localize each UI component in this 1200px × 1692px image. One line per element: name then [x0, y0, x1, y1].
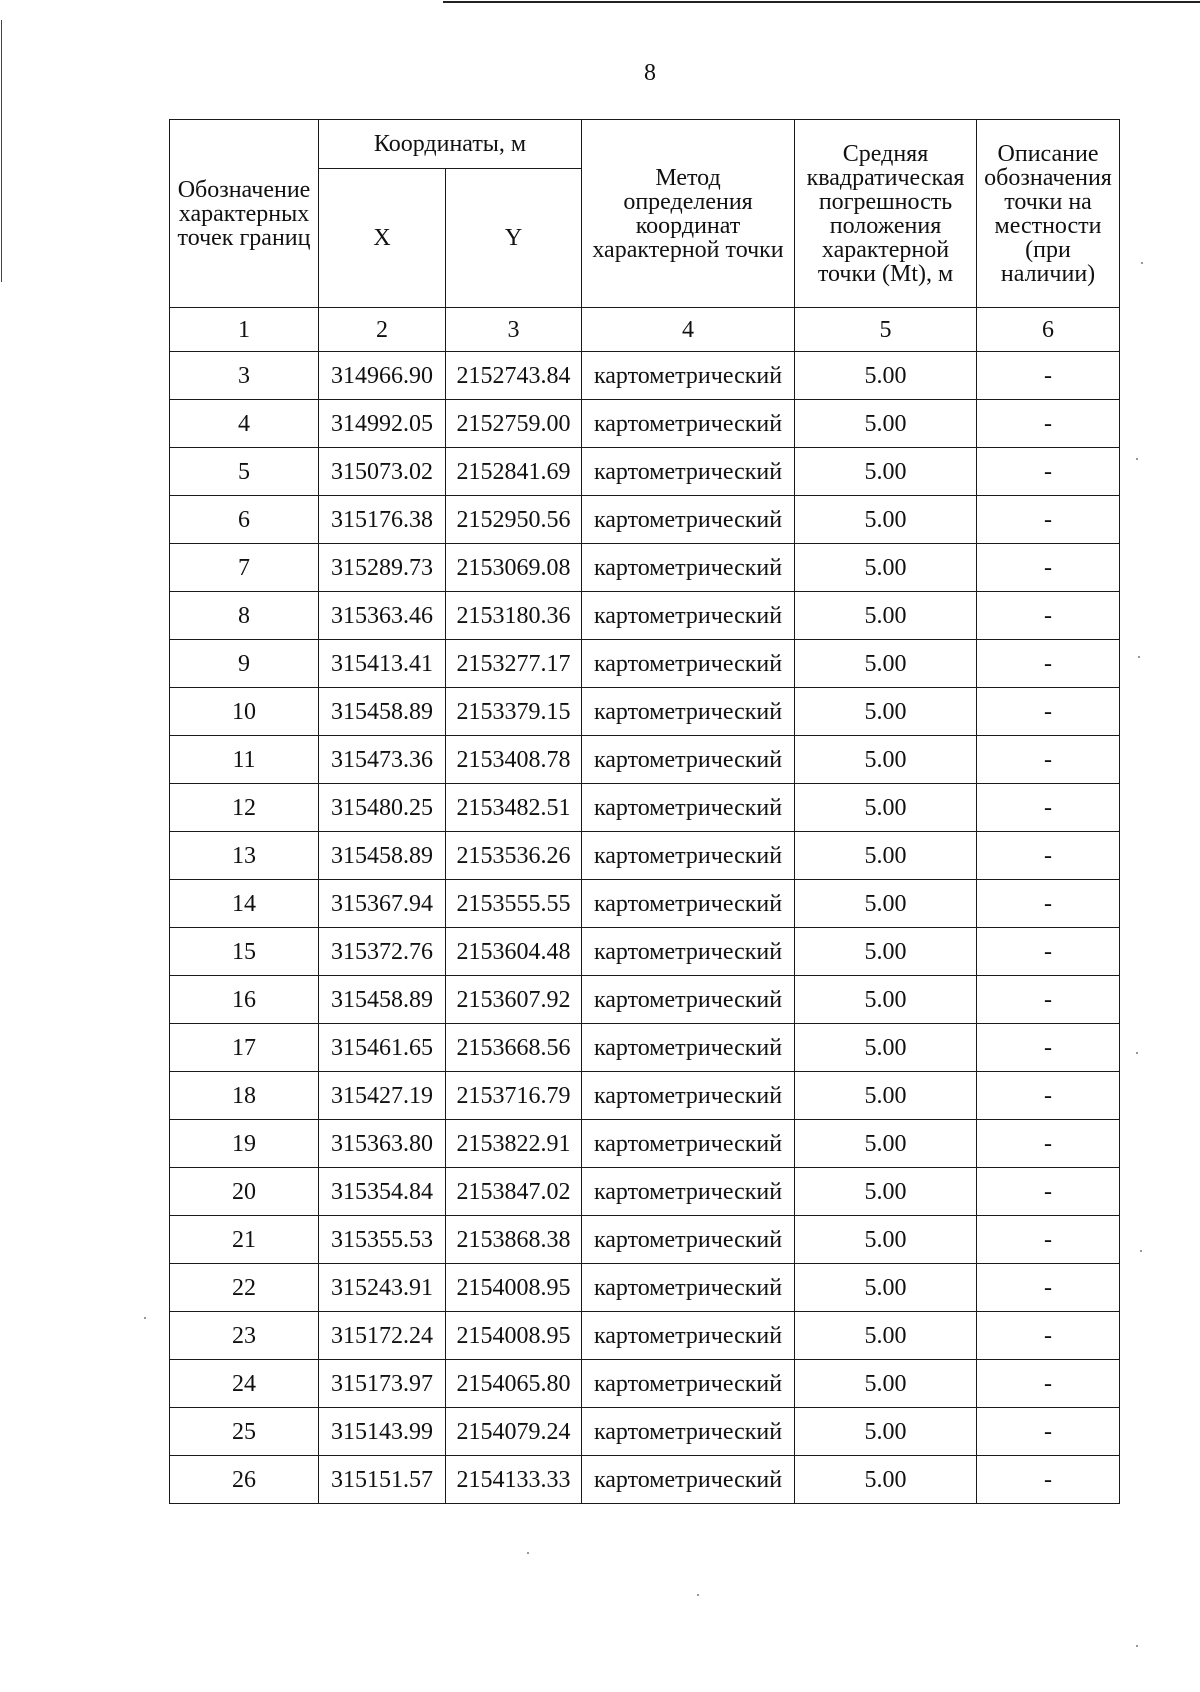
cell-error: 5.00 [795, 880, 977, 928]
cell-description: - [977, 976, 1120, 1024]
table-row [170, 784, 1120, 832]
scan-speck [527, 1552, 529, 1554]
header-method: Метод определения координат характерной точки [582, 120, 795, 308]
cell-x: 315243.91 [319, 1264, 446, 1312]
cell-point: 11 [170, 736, 319, 784]
cell-point: 14 [170, 880, 319, 928]
cell-error: 5.00 [795, 448, 977, 496]
header-coordinates: Координаты, м [319, 120, 582, 169]
cell-point: 5 [170, 448, 319, 496]
cell-description: - [977, 688, 1120, 736]
header-row-top [170, 120, 1120, 169]
cell-method: картометрический [582, 832, 795, 880]
cell-point: 15 [170, 928, 319, 976]
cell-x: 315151.57 [319, 1456, 446, 1504]
column-number: 3 [446, 308, 582, 352]
cell-error: 5.00 [795, 400, 977, 448]
cell-method: картометрический [582, 1312, 795, 1360]
boundary-points-table [169, 119, 1120, 1504]
cell-error: 5.00 [795, 1216, 977, 1264]
cell-method: картометрический [582, 1168, 795, 1216]
table-row [170, 640, 1120, 688]
cell-description: - [977, 1456, 1120, 1504]
cell-y: 2153069.08 [446, 544, 582, 592]
cell-point: 3 [170, 352, 319, 400]
cell-y: 2153822.91 [446, 1120, 582, 1168]
cell-method: картометрический [582, 1360, 795, 1408]
table-row [170, 448, 1120, 496]
cell-error: 5.00 [795, 1360, 977, 1408]
cell-error: 5.00 [795, 832, 977, 880]
cell-description: - [977, 1168, 1120, 1216]
header-mean-square-error: Средняя квадратическая погрешность положения характерной точки (Mt), м [795, 120, 977, 308]
cell-description: - [977, 1360, 1120, 1408]
cell-error: 5.00 [795, 496, 977, 544]
cell-point: 23 [170, 1312, 319, 1360]
cell-description: - [977, 832, 1120, 880]
column-number-row [170, 308, 1120, 352]
cell-description: - [977, 1072, 1120, 1120]
cell-method: картометрический [582, 352, 795, 400]
table-row [170, 1312, 1120, 1360]
cell-description: - [977, 352, 1120, 400]
header-description: Описание обозначения точки на местности (при наличии) [977, 120, 1120, 308]
table-row [170, 592, 1120, 640]
cell-error: 5.00 [795, 1264, 977, 1312]
cell-y: 2153847.02 [446, 1168, 582, 1216]
cell-description: - [977, 880, 1120, 928]
cell-y: 2154008.95 [446, 1264, 582, 1312]
cell-point: 10 [170, 688, 319, 736]
cell-description: - [977, 928, 1120, 976]
cell-method: картометрический [582, 496, 795, 544]
scan-speck [1136, 1645, 1138, 1647]
cell-x: 315413.41 [319, 640, 446, 688]
cell-error: 5.00 [795, 1456, 977, 1504]
cell-method: картометрический [582, 400, 795, 448]
scan-speck [1141, 262, 1143, 264]
cell-y: 2153408.78 [446, 736, 582, 784]
table-row [170, 736, 1120, 784]
cell-y: 2153379.15 [446, 688, 582, 736]
table-row [170, 400, 1120, 448]
cell-x: 315458.89 [319, 688, 446, 736]
table-row [170, 352, 1120, 400]
column-number: 5 [795, 308, 977, 352]
cell-y: 2152743.84 [446, 352, 582, 400]
cell-x: 315427.19 [319, 1072, 446, 1120]
cell-method: картометрический [582, 544, 795, 592]
table-row [170, 1168, 1120, 1216]
cell-method: картометрический [582, 976, 795, 1024]
cell-description: - [977, 1120, 1120, 1168]
table-row [170, 1408, 1120, 1456]
table-row [170, 1264, 1120, 1312]
cell-x: 315289.73 [319, 544, 446, 592]
cell-method: картометрический [582, 1024, 795, 1072]
cell-method: картометрический [582, 1456, 795, 1504]
cell-x: 315173.97 [319, 1360, 446, 1408]
scan-speck [1136, 458, 1138, 460]
scan-speck [144, 1317, 146, 1319]
cell-method: картометрический [582, 880, 795, 928]
cell-description: - [977, 1024, 1120, 1072]
cell-x: 315458.89 [319, 832, 446, 880]
cell-description: - [977, 640, 1120, 688]
cell-x: 315172.24 [319, 1312, 446, 1360]
cell-y: 2153604.48 [446, 928, 582, 976]
cell-y: 2153716.79 [446, 1072, 582, 1120]
cell-error: 5.00 [795, 544, 977, 592]
cell-method: картометрический [582, 448, 795, 496]
cell-method: картометрический [582, 928, 795, 976]
column-number: 6 [977, 308, 1120, 352]
header-y: Y [446, 169, 582, 308]
cell-error: 5.00 [795, 592, 977, 640]
scan-speck [1140, 1250, 1142, 1252]
cell-y: 2153555.55 [446, 880, 582, 928]
cell-x: 315143.99 [319, 1408, 446, 1456]
cell-error: 5.00 [795, 1168, 977, 1216]
cell-y: 2152950.56 [446, 496, 582, 544]
cell-method: картометрический [582, 688, 795, 736]
cell-method: картометрический [582, 736, 795, 784]
cell-x: 315354.84 [319, 1168, 446, 1216]
cell-point: 7 [170, 544, 319, 592]
cell-description: - [977, 496, 1120, 544]
cell-y: 2152759.00 [446, 400, 582, 448]
cell-error: 5.00 [795, 928, 977, 976]
scan-speck [1138, 656, 1140, 658]
cell-y: 2153868.38 [446, 1216, 582, 1264]
cell-description: - [977, 784, 1120, 832]
cell-y: 2153607.92 [446, 976, 582, 1024]
cell-point: 25 [170, 1408, 319, 1456]
table-row [170, 688, 1120, 736]
column-number: 4 [582, 308, 795, 352]
cell-error: 5.00 [795, 976, 977, 1024]
cell-y: 2154008.95 [446, 1312, 582, 1360]
table-row [170, 1360, 1120, 1408]
column-number: 2 [319, 308, 446, 352]
cell-description: - [977, 544, 1120, 592]
cell-x: 315367.94 [319, 880, 446, 928]
cell-y: 2153482.51 [446, 784, 582, 832]
cell-point: 13 [170, 832, 319, 880]
table-row [170, 1120, 1120, 1168]
cell-method: картометрический [582, 1264, 795, 1312]
cell-point: 16 [170, 976, 319, 1024]
cell-error: 5.00 [795, 640, 977, 688]
cell-point: 18 [170, 1072, 319, 1120]
cell-x: 315458.89 [319, 976, 446, 1024]
scan-speck [1136, 1052, 1138, 1054]
cell-x: 314966.90 [319, 352, 446, 400]
cell-error: 5.00 [795, 736, 977, 784]
cell-x: 314992.05 [319, 400, 446, 448]
cell-x: 315073.02 [319, 448, 446, 496]
cell-x: 315473.36 [319, 736, 446, 784]
cell-error: 5.00 [795, 1408, 977, 1456]
cell-method: картометрический [582, 592, 795, 640]
cell-description: - [977, 400, 1120, 448]
cell-y: 2154079.24 [446, 1408, 582, 1456]
cell-method: картометрический [582, 1120, 795, 1168]
cell-y: 2153277.17 [446, 640, 582, 688]
cell-x: 315176.38 [319, 496, 446, 544]
cell-x: 315372.76 [319, 928, 446, 976]
table-row [170, 1456, 1120, 1504]
cell-x: 315480.25 [319, 784, 446, 832]
cell-error: 5.00 [795, 1072, 977, 1120]
cell-point: 26 [170, 1456, 319, 1504]
cell-point: 12 [170, 784, 319, 832]
cell-point: 8 [170, 592, 319, 640]
table-row [170, 544, 1120, 592]
cell-error: 5.00 [795, 1312, 977, 1360]
cell-x: 315363.80 [319, 1120, 446, 1168]
header-x: X [319, 169, 446, 308]
cell-point: 6 [170, 496, 319, 544]
cell-description: - [977, 1264, 1120, 1312]
cell-point: 24 [170, 1360, 319, 1408]
cell-x: 315461.65 [319, 1024, 446, 1072]
column-number: 1 [170, 308, 319, 352]
cell-point: 20 [170, 1168, 319, 1216]
cell-description: - [977, 1216, 1120, 1264]
scan-speck [697, 1594, 699, 1596]
cell-description: - [977, 1408, 1120, 1456]
table-row [170, 1216, 1120, 1264]
cell-method: картометрический [582, 1072, 795, 1120]
cell-y: 2153668.56 [446, 1024, 582, 1072]
cell-error: 5.00 [795, 1024, 977, 1072]
cell-y: 2153536.26 [446, 832, 582, 880]
cell-description: - [977, 736, 1120, 784]
header-point-designation: Обозначение характерных точек границ [170, 120, 319, 308]
cell-x: 315363.46 [319, 592, 446, 640]
page-number: 8 [644, 60, 656, 86]
cell-x: 315355.53 [319, 1216, 446, 1264]
cell-point: 21 [170, 1216, 319, 1264]
cell-method: картометрический [582, 640, 795, 688]
cell-point: 19 [170, 1120, 319, 1168]
cell-error: 5.00 [795, 352, 977, 400]
table-row [170, 928, 1120, 976]
cell-method: картометрический [582, 784, 795, 832]
table-row [170, 832, 1120, 880]
cell-point: 17 [170, 1024, 319, 1072]
cell-method: картометрический [582, 1408, 795, 1456]
cell-error: 5.00 [795, 1120, 977, 1168]
cell-point: 22 [170, 1264, 319, 1312]
cell-y: 2154065.80 [446, 1360, 582, 1408]
table-row [170, 976, 1120, 1024]
table-row [170, 880, 1120, 928]
table-row [170, 496, 1120, 544]
cell-error: 5.00 [795, 688, 977, 736]
cell-description: - [977, 592, 1120, 640]
cell-point: 9 [170, 640, 319, 688]
cell-error: 5.00 [795, 784, 977, 832]
cell-y: 2153180.36 [446, 592, 582, 640]
cell-y: 2154133.33 [446, 1456, 582, 1504]
cell-y: 2152841.69 [446, 448, 582, 496]
table-row [170, 1072, 1120, 1120]
top-rule [443, 1, 1200, 3]
cell-description: - [977, 1312, 1120, 1360]
cell-description: - [977, 448, 1120, 496]
table-row [170, 1024, 1120, 1072]
cell-method: картометрический [582, 1216, 795, 1264]
cell-point: 4 [170, 400, 319, 448]
